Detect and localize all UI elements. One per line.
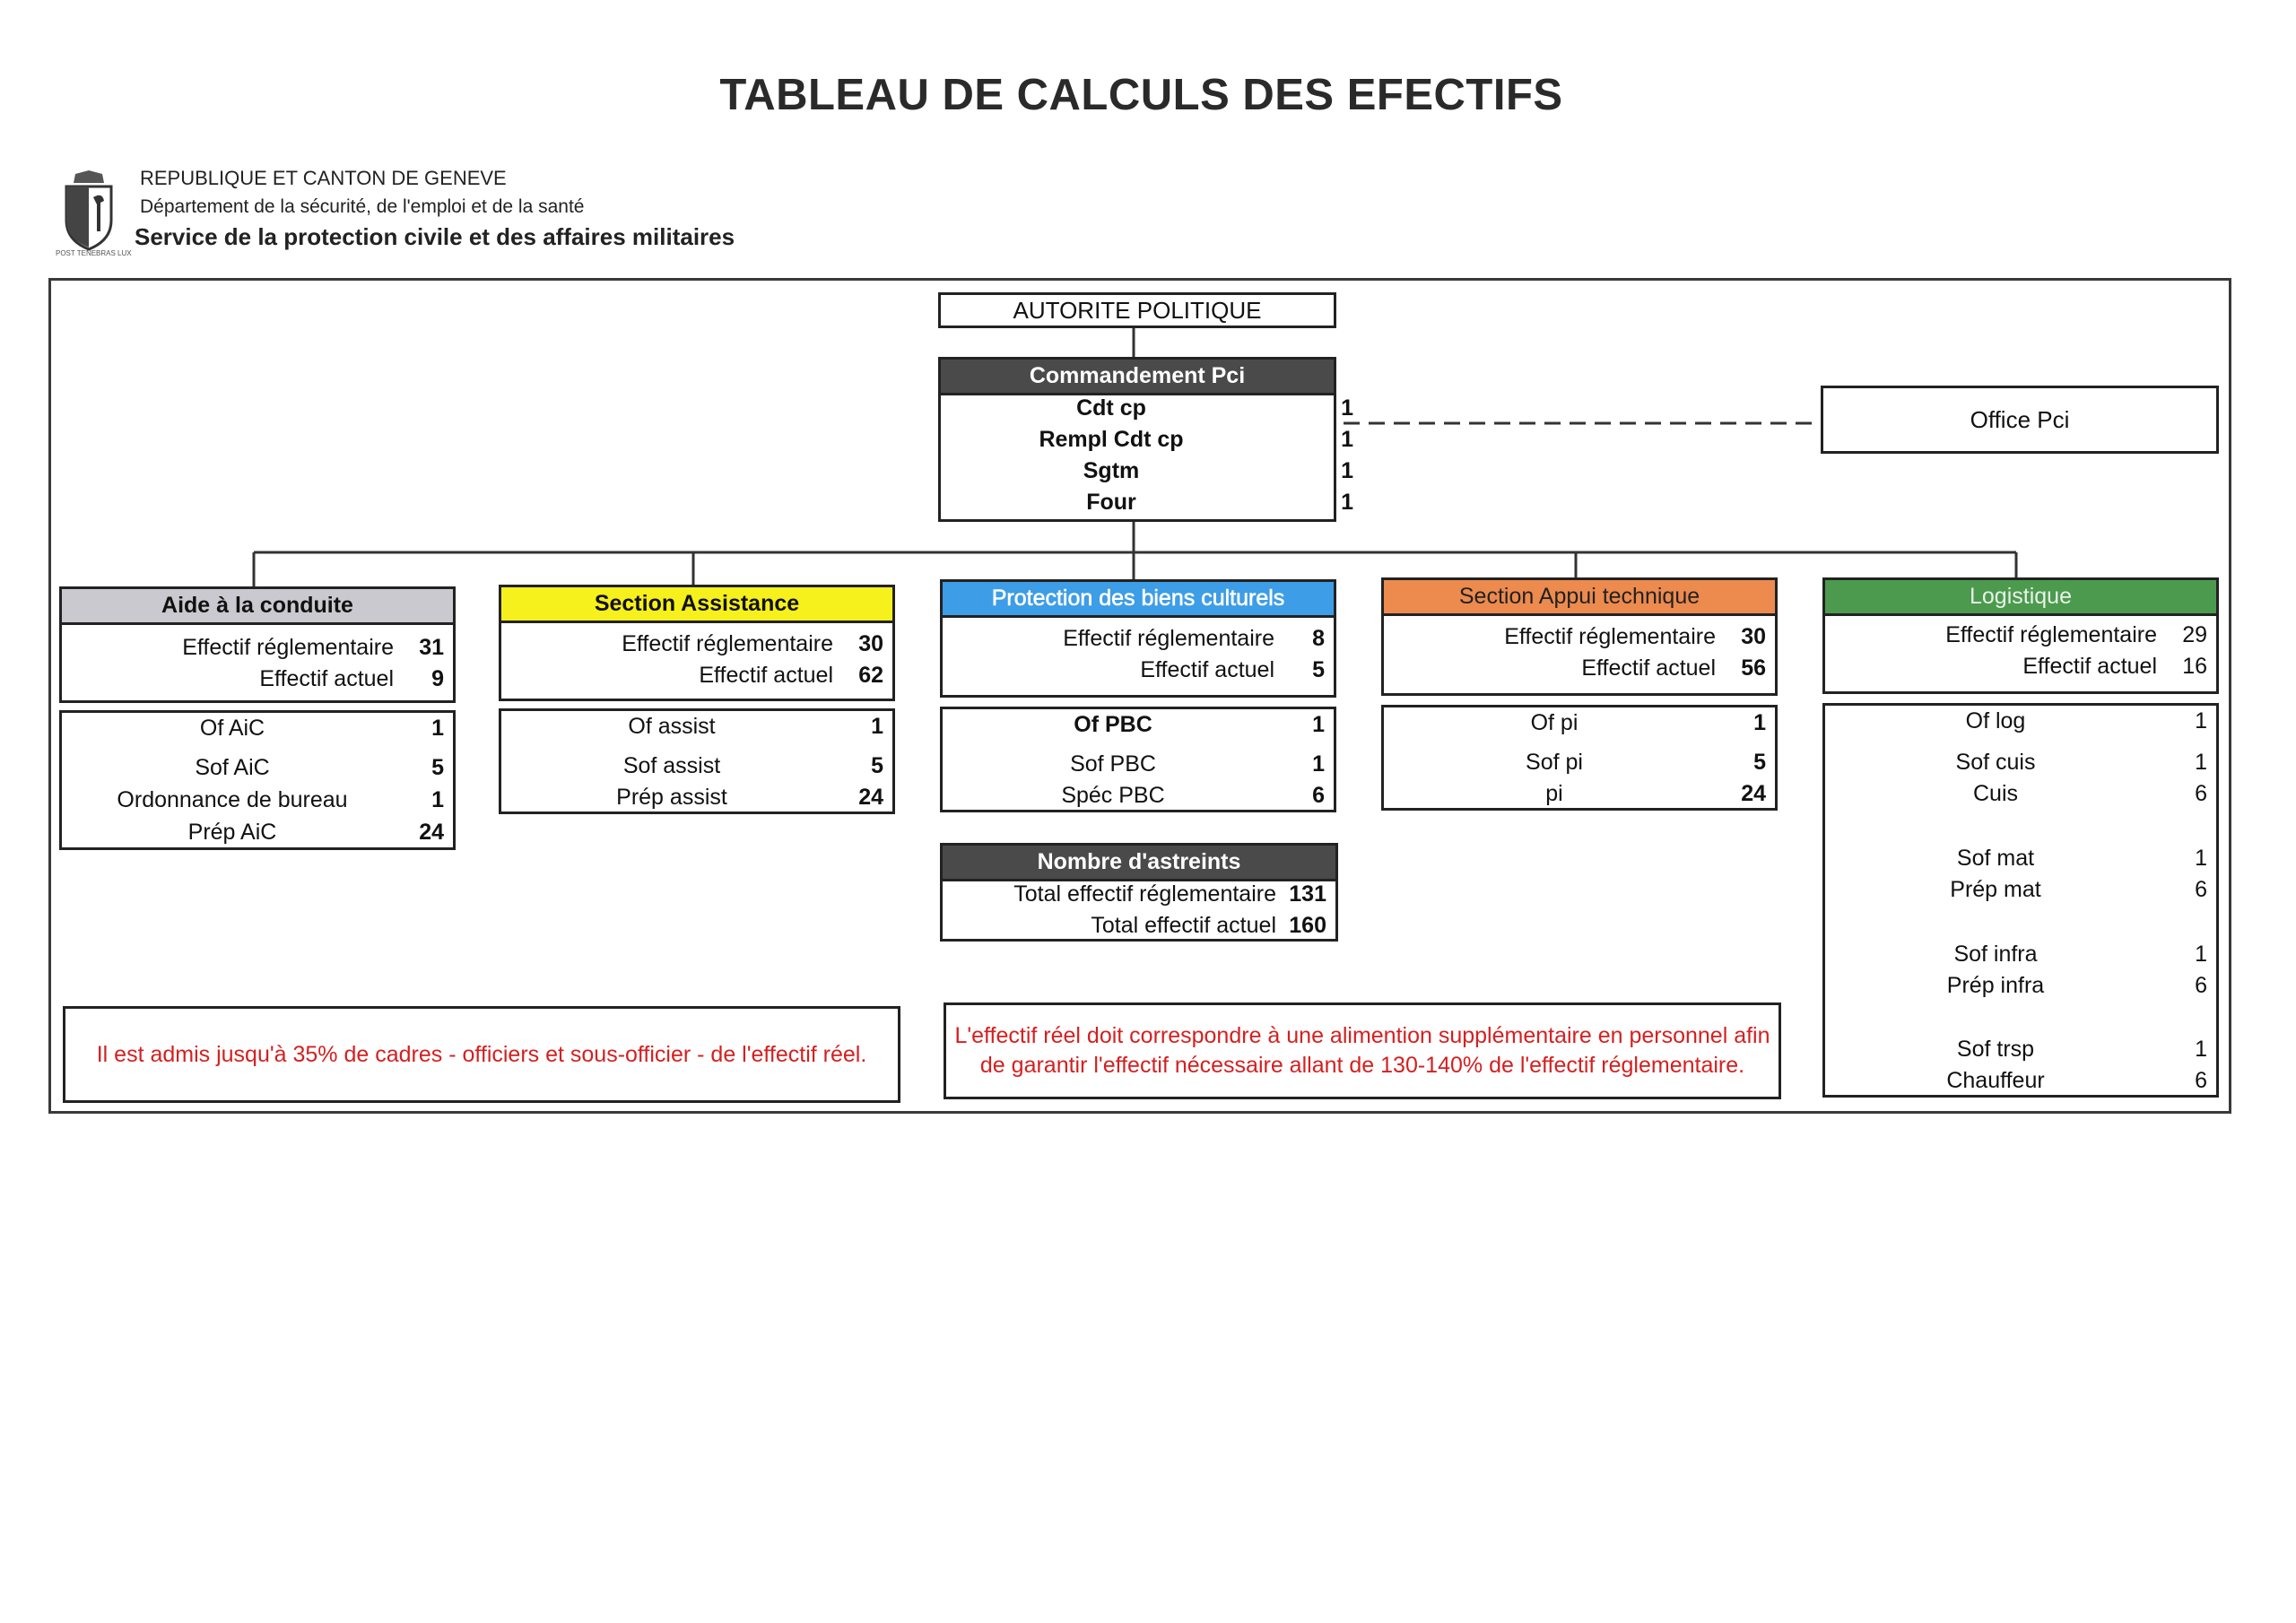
- section-logistique-details: [1822, 703, 2219, 1098]
- row-value: 24: [419, 820, 444, 845]
- row-value: 1: [1341, 395, 1353, 421]
- detail-row: [62, 752, 453, 784]
- section-aide-conduite-summary: [59, 586, 456, 703]
- row-label: Effectif réglementaire: [622, 631, 833, 656]
- effectif-actuel-row: [1384, 653, 1775, 684]
- effectif-reglementaire-row: [1384, 621, 1775, 653]
- section-header: Section Appui technique: [1384, 580, 1775, 616]
- detail-row: [62, 785, 453, 816]
- row-value: 5: [431, 755, 444, 780]
- row-value: 1: [1312, 712, 1325, 737]
- row-label: Sgtm: [1083, 458, 1140, 483]
- row-value: 29: [2182, 622, 2207, 647]
- autorite-politique-box: [938, 292, 1336, 328]
- effectif-reglementaire-row: [1825, 620, 2216, 651]
- section-appui-technique-summary: [1381, 577, 1778, 696]
- detail-row: [1384, 707, 1775, 739]
- row-label: Prép mat: [1950, 877, 2041, 902]
- row-label: Spéc PBC: [1061, 783, 1165, 808]
- detail-row: [1384, 747, 1775, 778]
- section-appui-technique-details: [1381, 705, 1778, 811]
- commandement-pci-header: Commandement Pci: [941, 360, 1334, 395]
- row-value: 1: [431, 787, 444, 812]
- row-label: Effectif actuel: [259, 666, 394, 691]
- org-line-republique: REPUBLIQUE ET CANTON DE GENEVE: [140, 167, 507, 189]
- effectif-reglementaire-row: [943, 623, 1334, 655]
- detail-row: [1825, 706, 2216, 737]
- row-value: 56: [1741, 655, 1766, 681]
- row-label: Of log: [1965, 708, 2026, 733]
- row-value: 9: [431, 666, 444, 691]
- row-label: Of PBC: [1074, 712, 1152, 737]
- row-label: Of pi: [1530, 710, 1578, 735]
- note-alimentation: [944, 1002, 1781, 1099]
- row-label: Effectif réglementaire: [1504, 624, 1716, 649]
- row-value: 1: [1341, 490, 1353, 515]
- crest-caption: POST TENEBRAS LUX: [56, 249, 132, 257]
- row-value: 1: [431, 716, 444, 741]
- row-label: Ordonnance de bureau: [117, 787, 348, 812]
- page-title: TABLEAU DE CALCULS DES EFECTIFS: [719, 71, 1563, 119]
- row-value: 1: [2195, 1037, 2207, 1062]
- row-label: Sof AiC: [195, 755, 270, 780]
- detail-row: [501, 751, 892, 782]
- row-label: Prép infra: [1946, 973, 2045, 998]
- row-value: 1: [1341, 427, 1353, 452]
- row-label: Sof pi: [1526, 750, 1583, 775]
- row-label: Of AiC: [199, 716, 265, 741]
- row-value: 6: [2195, 1068, 2207, 1093]
- row-value: 131: [1289, 881, 1326, 907]
- row-value: 24: [858, 785, 883, 810]
- row-label: Effectif actuel: [1140, 657, 1274, 682]
- row-label: Prép AiC: [187, 820, 277, 845]
- row-value: 6: [2195, 973, 2207, 998]
- note-cadres: [63, 1006, 900, 1103]
- commandement-row: [941, 456, 1353, 487]
- row-value: 5: [871, 753, 883, 778]
- row-value: 1: [1753, 710, 1766, 735]
- section-assistance-details: [499, 708, 895, 814]
- detail-row: [1825, 939, 2216, 970]
- astreints-header: Nombre d'astreints: [943, 846, 1335, 881]
- effectif-actuel-row: [501, 660, 892, 691]
- row-label: Effectif actuel: [699, 663, 833, 688]
- row-label: Chauffeur: [1946, 1068, 2045, 1093]
- note-alimentation-text: L'effectif réel doit correspondre à une alimention supplémentaire en personnel afin de garantir l'effectif nécessaire allant de 130-140% de l'effectif réglementaire.: [954, 1023, 1770, 1078]
- row-label: Sof trsp: [1956, 1037, 2035, 1062]
- row-label: Four: [1086, 490, 1136, 515]
- section-header: Aide à la conduite: [62, 589, 453, 625]
- row-label: Sof infra: [1953, 942, 2038, 967]
- section-header: Section Assistance: [501, 587, 892, 623]
- effectif-actuel-row: [62, 664, 453, 695]
- detail-row: [62, 817, 453, 848]
- row-value: 1: [1312, 751, 1325, 777]
- row-label: Effectif actuel: [1581, 655, 1716, 681]
- detail-row: [62, 713, 453, 744]
- autorite-politique-label: AUTORITE POLITIQUE: [1013, 297, 1262, 324]
- detail-row: [1384, 778, 1775, 810]
- detail-row: [501, 711, 892, 742]
- detail-row: [1825, 843, 2216, 874]
- row-value: 1: [1341, 458, 1353, 483]
- row-label: Total effectif réglementaire: [1013, 881, 1276, 907]
- row-value: 24: [1741, 781, 1766, 806]
- row-label: Sof mat: [1956, 846, 2035, 871]
- row-label: Effectif réglementaire: [1063, 626, 1274, 651]
- detail-row: [943, 709, 1334, 741]
- section-header: Logistique: [1825, 580, 2216, 616]
- row-label: Sof PBC: [1070, 751, 1156, 777]
- org-line-departement: Département de la sécurité, de l'emploi et de la santé: [140, 196, 585, 217]
- detail-row: [1825, 874, 2216, 906]
- detail-row: [1825, 747, 2216, 778]
- row-label: Total effectif actuel: [1091, 913, 1276, 938]
- row-value: 1: [2195, 942, 2207, 967]
- row-value: 16: [2182, 654, 2207, 679]
- section-logistique-summary: [1822, 577, 2219, 694]
- row-label: Cdt cp: [1076, 395, 1146, 421]
- row-label: Effectif réglementaire: [182, 635, 394, 660]
- row-value: 1: [871, 714, 883, 739]
- row-label: pi: [1545, 781, 1563, 806]
- effectif-actuel-row: [1825, 651, 2216, 682]
- row-value: 6: [2195, 781, 2207, 806]
- commandement-row: [941, 424, 1353, 456]
- effectif-reglementaire-row: [501, 629, 892, 660]
- row-value: 31: [419, 635, 444, 660]
- nombre-astreints-box: [940, 843, 1338, 942]
- section-aide-conduite-details: [59, 710, 456, 850]
- org-line-service: Service de la protection civile et des affaires militaires: [135, 223, 735, 250]
- row-value: 1: [2195, 708, 2207, 733]
- detail-row: [1825, 778, 2216, 810]
- row-value: 6: [1312, 783, 1325, 808]
- row-value: 30: [858, 631, 883, 656]
- row-value: 62: [858, 663, 883, 688]
- effectif-actuel-row: [943, 655, 1334, 686]
- row-value: 8: [1312, 626, 1325, 651]
- row-value: 160: [1289, 913, 1326, 938]
- detail-row: [1825, 970, 2216, 1002]
- note-cadres-text: Il est admis jusqu'à 35% de cadres - officiers et sous-officier - de l'effectif réel.: [96, 1041, 867, 1067]
- section-header: Protection des biens culturels: [943, 582, 1334, 618]
- row-label: Effectif réglementaire: [1945, 622, 2157, 647]
- row-label: Rempl Cdt cp: [1039, 427, 1184, 452]
- row-value: 1: [2195, 750, 2207, 775]
- row-value: 5: [1753, 750, 1766, 775]
- section-pbc-summary: [940, 579, 1336, 698]
- office-pci-box: [1821, 386, 2219, 454]
- row-value: 1: [2195, 846, 2207, 871]
- row-label: Sof cuis: [1955, 750, 2036, 775]
- commandement-row: [941, 487, 1353, 518]
- office-pci-label: Office Pci: [1970, 406, 2070, 433]
- row-label: Of assist: [628, 714, 716, 739]
- detail-row: [501, 782, 892, 813]
- detail-row: [943, 749, 1334, 780]
- row-value: 5: [1312, 657, 1325, 682]
- row-label: Sof assist: [622, 753, 721, 778]
- detail-row: [1825, 1034, 2216, 1065]
- detail-row: [1825, 1065, 2216, 1097]
- row-value: 30: [1741, 624, 1766, 649]
- effectif-reglementaire-row: [62, 632, 453, 664]
- section-pbc-details: [940, 707, 1336, 812]
- total-actuel-row: [943, 910, 1335, 942]
- section-assistance-summary: [499, 585, 895, 701]
- row-value: 6: [2195, 877, 2207, 902]
- row-label: Cuis: [1972, 781, 2018, 806]
- commandement-pci-box: [938, 357, 1353, 522]
- row-label: Effectif actuel: [2022, 654, 2157, 679]
- detail-row: [943, 780, 1334, 812]
- row-label: Prép assist: [616, 785, 727, 810]
- total-reglementaire-row: [943, 879, 1335, 910]
- commandement-row: [941, 393, 1353, 424]
